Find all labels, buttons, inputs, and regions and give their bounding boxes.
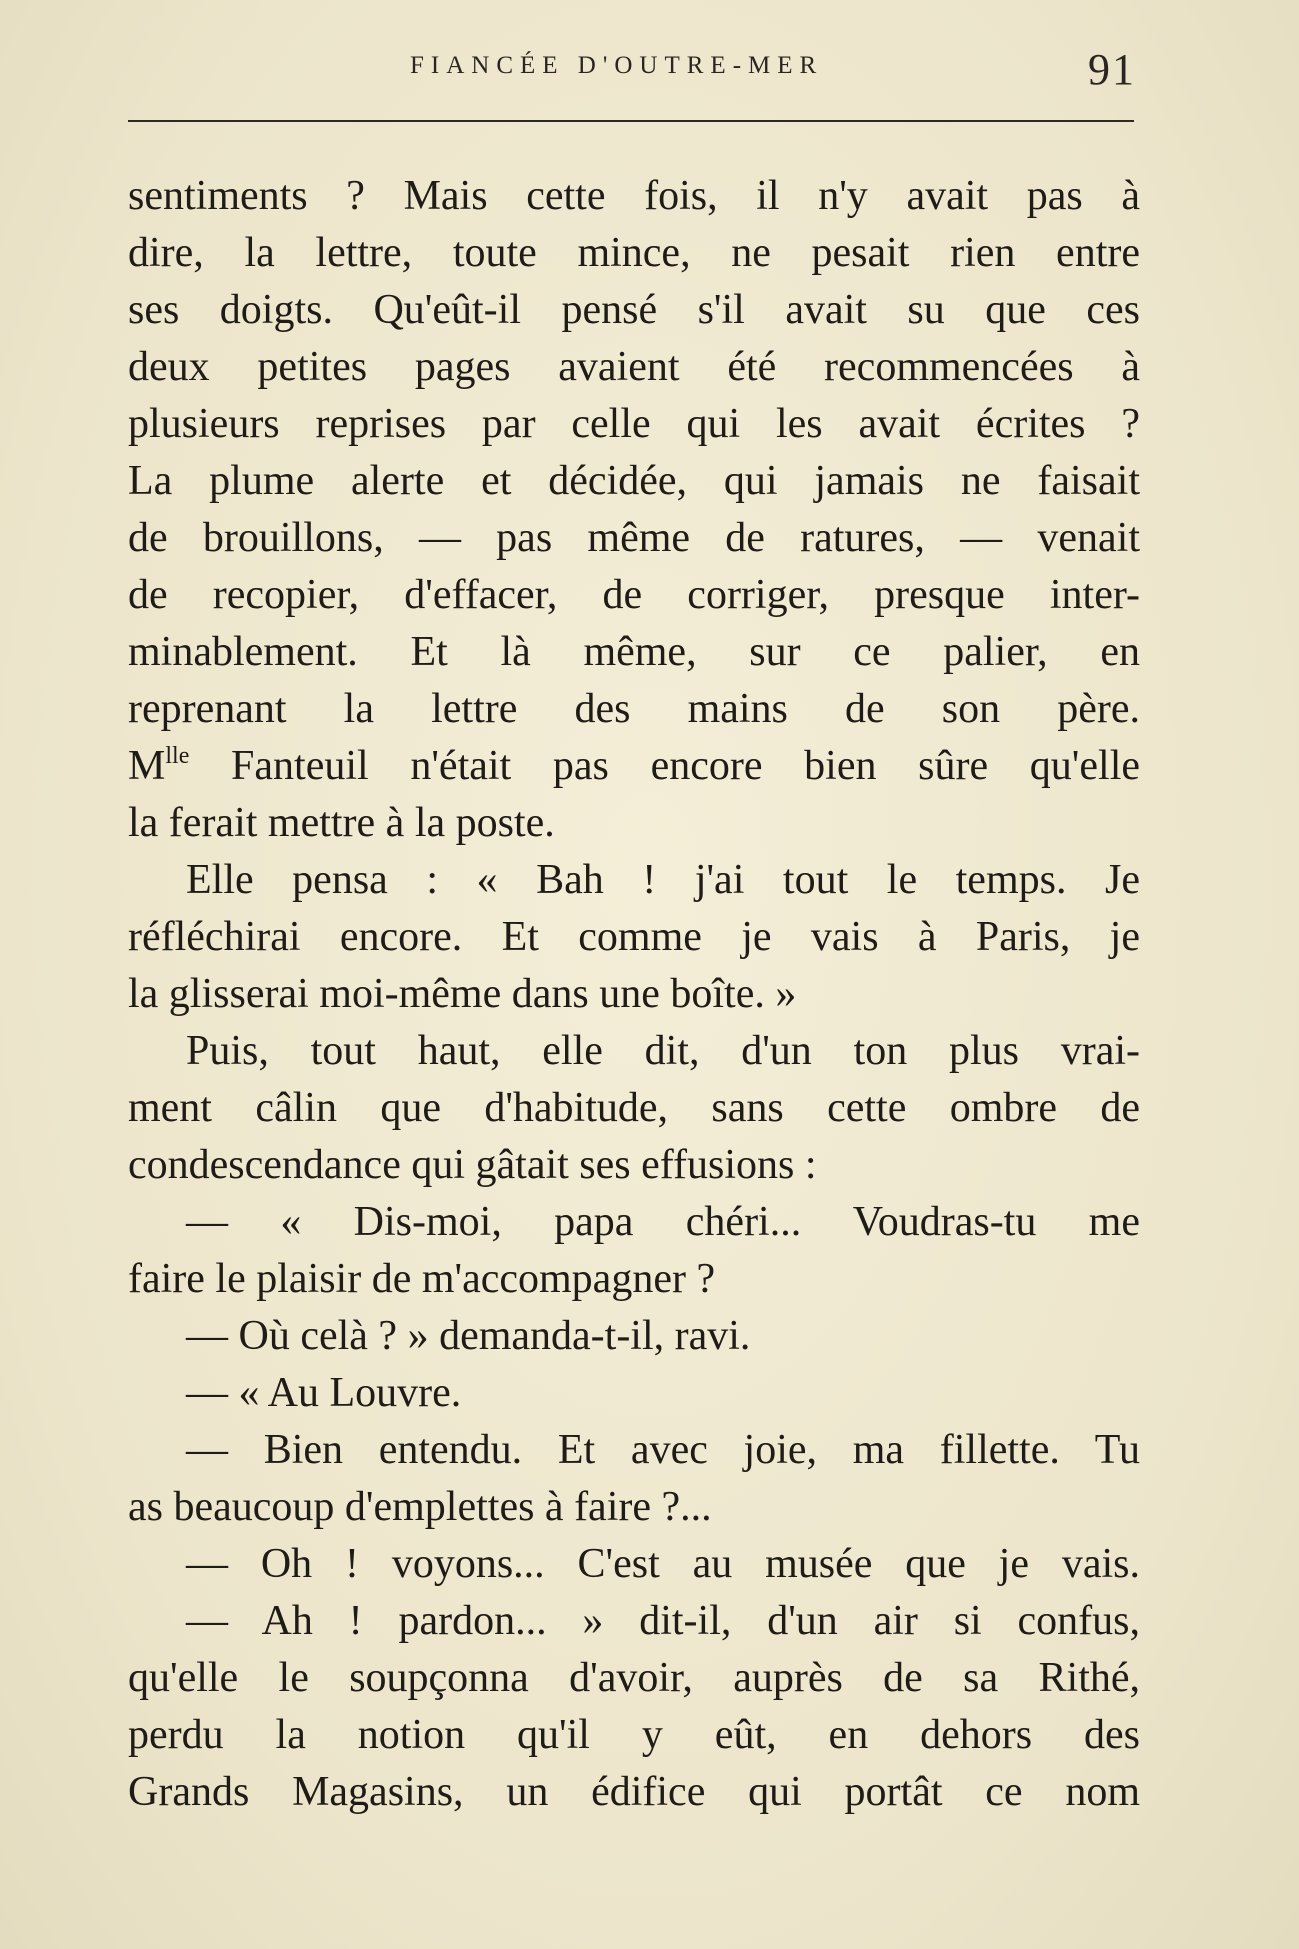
text-line: plusieurs reprises par celle qui les avait écrites ? <box>128 401 1140 447</box>
text-line: ment câlin que d'habitude, sans cette ombre de <box>128 1085 1140 1131</box>
running-title: FIANCÉE D'OUTRE-MER <box>410 52 824 79</box>
text-line: Grands Magasins, un édifice qui portât ce nom <box>128 1769 1140 1815</box>
text-line: ses doigts. Qu'eût-il pensé s'il avait su que ces <box>128 287 1140 333</box>
dialogue-line: — « Au Louvre. <box>186 1370 462 1416</box>
text-line: de recopier, d'effacer, de corriger, presque inter- <box>128 572 1140 618</box>
text-line: La plume alerte et décidée, qui jamais ne faisait <box>128 458 1140 504</box>
abbrev-base: M <box>128 743 166 789</box>
paragraph-first-line: Elle pensa : « Bah ! j'ai tout le temps. Je <box>186 857 1140 903</box>
abbrev-superscript: lle <box>165 743 190 769</box>
text-line: perdu la notion qu'il y eût, en dehors des <box>128 1712 1140 1758</box>
text-line: reprenant la lettre des mains de son père. <box>128 686 1140 732</box>
text-line: la ferait mettre à la poste. <box>128 800 555 846</box>
text-line: la glisserai moi-même dans une boîte. » <box>128 971 797 1017</box>
header-rule <box>128 120 1134 122</box>
dialogue-line: — « Dis-moi, papa chéri... Voudras-tu me <box>186 1199 1140 1245</box>
dialogue-line: — Où celà ? » demanda-t-il, ravi. <box>186 1313 751 1359</box>
text-line: qu'elle le soupçonna d'avoir, auprès de sa Rithé, <box>128 1655 1140 1701</box>
dialogue-line: — Ah ! pardon... » dit-il, d'un air si confus, <box>186 1598 1140 1644</box>
line-remainder: Fanteuil n'était pas encore bien sûre qu'elle <box>189 743 1140 789</box>
text-line-with-superscript <box>128 738 1140 795</box>
dialogue-line: — Bien entendu. Et avec joie, ma fillette. Tu <box>186 1427 1140 1473</box>
text-line: dire, la lettre, toute mince, ne pesait rien entre <box>128 230 1140 276</box>
text-line: condescendance qui gâtait ses effusions : <box>128 1142 817 1188</box>
dialogue-line: — Oh ! voyons... C'est au musée que je vais. <box>186 1541 1140 1587</box>
text-line: deux petites pages avaient été recommencées à <box>128 344 1140 390</box>
text-line: faire le plaisir de m'accompagner ? <box>128 1256 716 1302</box>
text-line: de brouillons, — pas même de ratures, — venait <box>128 515 1140 561</box>
text-line: réfléchirai encore. Et comme je vais à Paris, je <box>128 914 1140 960</box>
text-line: as beaucoup d'emplettes à faire ?... <box>128 1484 712 1530</box>
text-line: minablement. Et là même, sur ce palier, en <box>128 629 1140 675</box>
body-text <box>128 168 1140 1821</box>
page-number: 91 <box>1088 45 1136 94</box>
paragraph-first-line: Puis, tout haut, elle dit, d'un ton plus vrai- <box>186 1028 1140 1074</box>
text-line: sentiments ? Mais cette fois, il n'y avait pas à <box>128 173 1140 219</box>
